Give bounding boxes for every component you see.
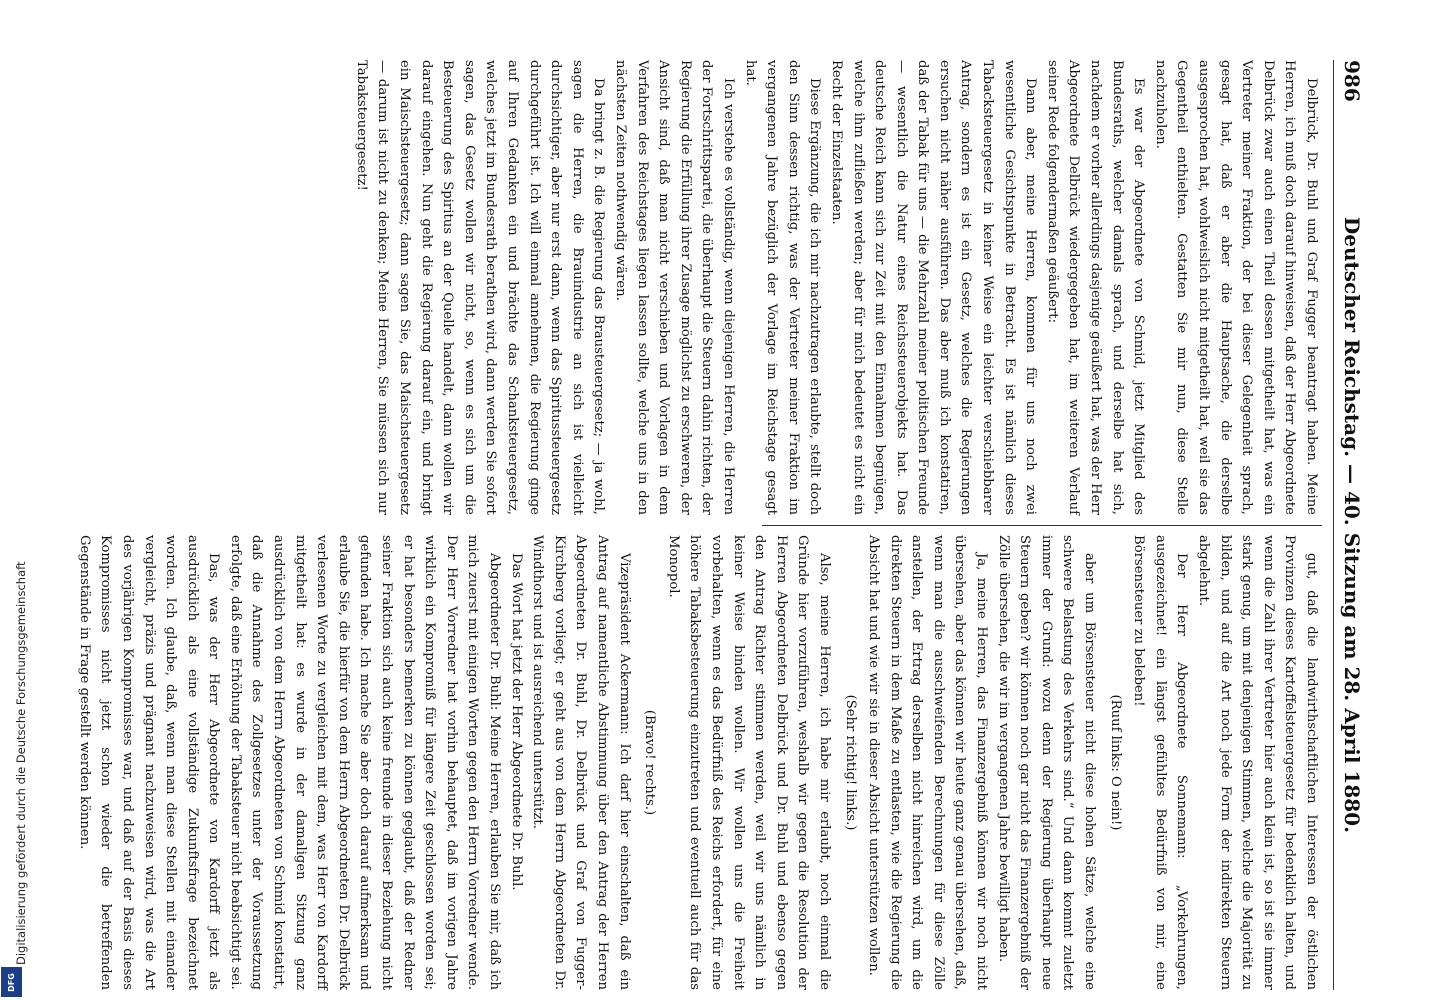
scanned-page bbox=[70, 60, 1370, 990]
dfg-logo-icon bbox=[1, 967, 22, 997]
paragraph: Das, was der Herr Abgeordnete von Kardorff jetzt als ausdrücklich als eine vollständige Zukunftsfrage bezeichnet worden. Ich glaube, daß, wenn man diese Stellen mit einander vergleicht, präzis und prägnant nachzuweisen wird, was die Art des vorjährigen Kompromisses war, und daß auf der Basis dieses Kompromisses nicht jetzt schon wieder die betreffenden Gegenstände in Frage gestellt werden können. bbox=[76, 535, 222, 990]
paragraph: Da bringt z. B. die Regierung das Brausteuergesetz; — ja wohl, sagen die Herren, die Brauindustrie an sich ist vielleicht durchsichtiger, aber nur erst dann, wenn das Spiritussteuergesetz durchgeführt ist. Ich will einmal annehmen, die Regierung ginge auf Ihren Gedanken ein und brächte das Schanksteuergesetz, welches jetzt im Bundesrath berathen wird, dann werden Sie sofort sagen, das Gesetz wollen wir nicht, so, wenn es sich um die Besteuerung des Spiritus an der Quelle handelt, dann wollen wir darauf eingehen. Nun geht die Regierung darauf ein, und bringt ein Maischsteuergesetz; dann sagen Sie, das Maischsteuergesetz — darum ist nicht zu denken; Meine Herren, Sie müssen sich nur Tabaksteuergesetz! bbox=[353, 60, 607, 515]
paragraph: Der Herr Abgeordnete Sonnemann: „Vorkehrungen, ausgezeichnet! ein längst gefühltes Bedürfniß von mir, eine Börsensteuer zu beleben! bbox=[1131, 535, 1190, 990]
page-number: 986 bbox=[1340, 60, 1364, 102]
digitization-footer bbox=[0, 0, 28, 1000]
paragraph: Also, meine Herren, ich habe mir erlaubt, noch einmal die Gründe hier vorzuführen, weshalb wir gegen die Resolution der Herren Abgeordneten Delbrück und Dr. Buhl und ebenso gegen den Antrag Richter stimmen werden, weil wir uns nämlich in keiner Weise binden wollen. Wir wollen uns die Freiheit vorbehalten, wenn es das Bedürfniß des Reichs erfordert, für eine höhere Tabaksbesteuerung einzutreten und eventuell auch für das Monopol. bbox=[665, 535, 832, 990]
column-divider bbox=[762, 525, 1322, 526]
paragraph: Ich verstehe es vollständig, wenn diejenigen Herren, die Herren der Fortschrittspartei, die überhaupt die Steuern dahin richten, der Regierung die Erfüllung ihrer Zusage möglichst zu erschweren, der Ansicht sind, daß man nicht verschieben und Vorlagen in dem Verfahren des Reichstages liegen lassen sollte, welche uns in den nächsten Zeiten nothwendig wären. bbox=[613, 60, 736, 515]
paragraph: aber um Börsensteuer nicht diese hohen Sätze, welche eine schwere Belastung des Verkehrs sind.“ Und dann kommt zuletzt immer der Grund: wozu denn der Regierung überhaupt neue Steuern geben? wir können noch gar nicht das Finanzergebniß der Zölle übersehen, die wir im vergangenen Jahre bewilligt haben. bbox=[995, 535, 1098, 990]
paragraph: Delbrück, Dr. Buhl und Graf Fugger beantragt haben. Meine Herren, ich muß doch darauf hinweisen, daß der Herr Abgeordnete Delbrück zwar auch einen Theil dessen mitgetheilt hat, was ein Vertreter meiner Fraktion, der bei dieser Gelegenheit sprach, gesagt hat, daß er aber die Hauptsache, die derselbe ausgesprochen hat, wohlweislich nicht mitgetheilt hat, weil sie das Gegentheil enthielten. Gestatten Sie mir nun, diese Stelle nachzuholen. bbox=[1152, 60, 1319, 515]
right-column bbox=[76, 535, 1322, 990]
paragraph: Abgeordneter Dr. Buhl: Meine Herren, erlauben Sie mir, daß ich mich zuerst mit einigen Worten gegen den Herrn Vorredner wende. Der Herr Vorredner hat vorhin behauptet, daß im vorigen Jahre wirklich ein Kompromiß für längere Zeit geschlossen worden sei; er hat besonders bemerken zu können geglaubt, daß der Redner seiner Fraktion sich auch keine freunde in dieser Beziehung nicht gefunden habe. Ich mache Sie aber doch darauf aufmerksam und erlaube Sie, die hierfür von dem Herrn Abgeordneten Dr. Delbrück verlesenen Worte zu vergleichen mit dem, was Herr von Kardorff mitgetheilt hat: es wurde in der damaligen Sitzung ganz ausdrücklich von dem Herrn Abgeordneten von Schmid konstatirt, daß die Annahme des Zollgesetzes unter der Voraussetzung erfolgte, daß eine Erhöhung der Tabaksteuer nicht beabsichtigt sei. bbox=[227, 535, 503, 990]
interjection: (Bravo! rechts.) bbox=[642, 709, 658, 816]
paragraph: Das Wort hat jetzt der Herr Abgeordnete Dr. Buhl. bbox=[508, 553, 524, 891]
paragraph: Es war der Abgeordnete von Schmid, jetzt Mitglied des Bundesraths, welcher damals sprach, und derselbe hat sich, nachdem er vorher allerdings dasjenige geäußert hat, was der Herr Abgeordnete Delbrück wiedergegeben hat, im weiteren Verlauf seiner Rede folgendermaßen geäußert: bbox=[1044, 60, 1147, 515]
paragraph: Vizepräsident Ackermann: Ich darf hier einschalten, daß ein Antrag auf namentliche Abstimmung über den Antrag der Herren Abgeordneten Dr. Buhl, Dr. Delbrück und Graf von Fugger-Kirchberg vorliegt; er geht aus von dem Herrn Abgeordneten Dr. Windthorst und ist ausreichend unterstützt. bbox=[530, 535, 632, 990]
paragraph: gut, daß die landwirthschaftlichen Interessen der östlichen Provinzen dieses Kartoffelsteuergesetz für bedenklich halten, und wenn die Zahl ihrer Vertreter hier auch klein ist, so ist sie immer stark genug, um mit denjenigen Stimmen, welche die Majorität zu bilden, und auf die Art noch jede Form der indirekten Steuern abgelehnt. bbox=[1196, 535, 1319, 990]
interjection: (Ruuf links: O nein!) bbox=[1107, 694, 1123, 831]
paragraph: Diese Ergänzung, die ich mir nachzutragen erlaubte, stellt doch den Sinn dessen richtig, was der Vertreter meiner Fraktion im vergangenen Jahre bezüglich der Vorlage im Reichstage gesagt hat. bbox=[742, 60, 823, 515]
paragraph: Ja, meine Herren, das Finanzergebniß können wir noch nicht übersehen, aber das können wir heute ganz genau übersehen, daß, wenn man die ausschweifenden Berechnungen für diese Zölle anstellen, der Ertrag derselben nicht hinreichen wird, um die direkten Steuern in dem Maße zu entlasten, wie die Regierung die Absicht hat und wie wir sie in dieser Absicht unterstützen wollen. bbox=[866, 535, 990, 990]
digitization-note: Digitalisierung gefördert durch die Deutsche Forschungsgemeinschaft bbox=[14, 561, 28, 965]
interjection: (Sehr richtig! links.) bbox=[842, 694, 858, 831]
left-column bbox=[353, 60, 1322, 515]
paragraph: Dann aber, meine Herren, kommen für uns noch zwei wesentliche Gesichtspunkte in Betracht. Es ist nämlich dieses Tabacksteuergesetz in keiner Weise ein leichter verschiebbarer Antrag, sondern es ist ein Gesetz, welches die Regierungen ersuchen nicht näher ausführen. Das aber muß ich konstatiren, daß der Tabak für uns — die Mehrzahl meiner politischen Freunde — wesentlich die Natur eines Reichssteuerobjekts hat. Das deutsche Reich kann sich zur Zeit mit den Einnahmen begnügen, welche ihm zufließen werden; aber für mich bedeutet es nicht ein Recht der Einzelstaaten. bbox=[828, 60, 1039, 515]
page-header bbox=[1333, 60, 1370, 990]
logo-text: DFG bbox=[6, 972, 16, 992]
page-title: Deutscher Reichstag. — 40. Sitzung am 28. April 1880. bbox=[1340, 216, 1364, 834]
